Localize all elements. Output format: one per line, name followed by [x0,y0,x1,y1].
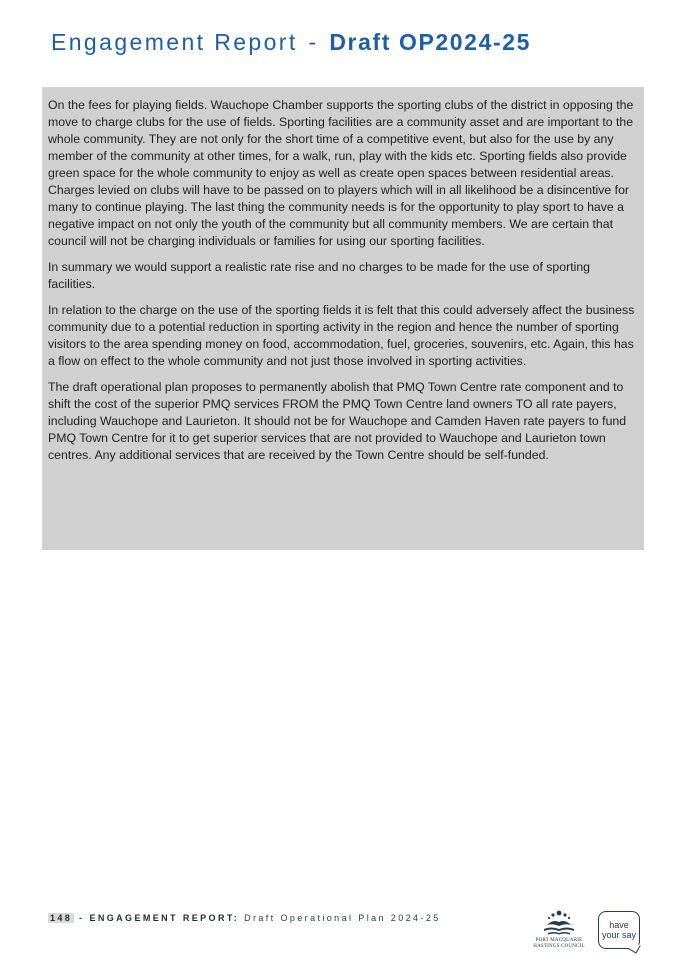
comment-paragraph-4: The draft operational plan proposes to permanently abolish that PMQ Town Centre rate component and to shift the cost of the superior PMQ services FROM the PMQ Town Centre land owners TO all rate payers, including Wauchope and Laurieton. It should not be for Wauchope and Camden Haven rate payers to fund PMQ Town Centre for it to get superior services that are not provided to Wauchope and Laurieton town centres. Any additional services that are received by the Town Centre should be self-funded. [48,380,627,462]
comment-paragraph-3: In relation to the charge on the use of the sporting fields it is felt that this could adversely affect the business community due to a potential reduction in sporting activity in the region and hence the number of sporting visitors to the area spending money on food, accommodation, fuel, groceries, souvenirs, etc. Again, this has a flow on effect to the whole community and not just those involved in sporting activities. [48,303,635,368]
page-title [51,29,531,56]
comment-paragraph-1: On the fees for playing fields. Wauchope Chamber supports the sporting clubs of the district in opposing the move to charge clubs for the use of fields. Sporting facilities are a community asset and are important to the whole community. They are not only for the short time of a competitive event, but also for the use by any member of the community at other times, for a walk, run, play with the kids etc. Sporting fields also provide green space for the whole community to enjoy as well as create open spaces between residential areas. Charges levied on clubs will have to be passed on to players which will in all likelihood be a disincentive for many to continue playing. The last thing the community needs is for the opportunity to play sport to have a negative impact on not only the youth of the community but all community members. We are certain that council will not be charging individuals or families for using our sporting facilities. [48,98,634,248]
council-logo [528,908,590,958]
council-emblem-icon [539,908,579,938]
have-your-say-line2: your say [601,930,636,940]
council-name-line1: PORT MACQUARIE [535,938,583,943]
footer-separator: - [79,913,85,923]
title-highlight: Draft OP2024-25 [329,29,532,55]
title-separator: - [308,29,319,55]
council-name-line2: HASTINGS COUNCIL [533,944,585,949]
page-footer [48,913,441,923]
footer-document-name: Draft Operational Plan 2024-25 [244,913,441,923]
submission-comment-box [42,87,644,550]
title-prefix: Engagement Report [51,29,298,55]
have-your-say-line1: have [609,920,629,930]
footer-report-label: ENGAGEMENT REPORT: [89,913,240,923]
page-number: 148 [50,913,73,923]
comment-paragraph-2: In summary we would support a realistic rate rise and no charges to be made for the use of sporting facilities. [48,260,591,291]
